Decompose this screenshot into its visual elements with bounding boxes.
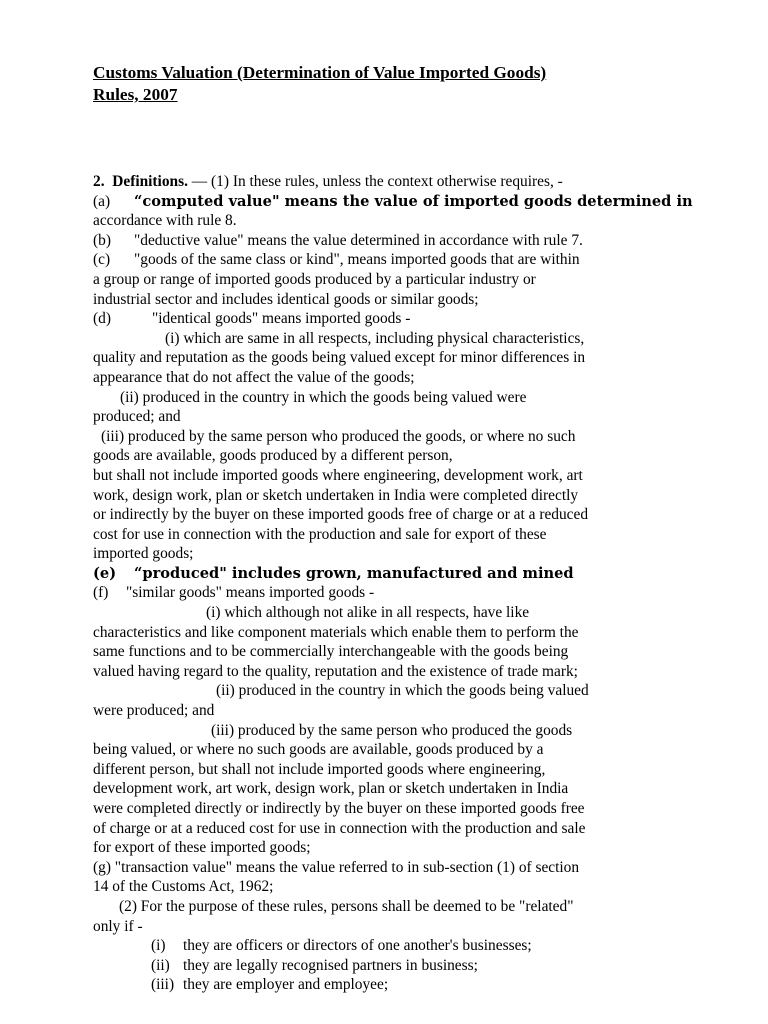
definition-b [93, 231, 693, 251]
definition-f-item-iii-continued-1: being valued, or where no such goods are available, goods produced by a [93, 741, 544, 759]
definition-g-continued: 14 of the Customs Act, 1962; [93, 878, 274, 896]
definition-text: "deductive value" means the value determined in accordance with rule 7. [134, 231, 583, 249]
definition-f-item-i-continued-3: valued having regard to the quality, reputation and the existence of trade mark; [93, 662, 578, 680]
definition-d-item-ii-continued: produced; and [93, 408, 181, 426]
definition-text: "goods of the same class or kind", means imported goods that are within [134, 251, 580, 269]
definition-text: “produced" includes grown, manufactured and mined [134, 564, 574, 582]
document-title [93, 62, 693, 106]
definition-d-exclusion-2: work, design work, plan or sketch undertaken in India were completed directly [93, 486, 579, 504]
definition-d-exclusion-5: imported goods; [93, 545, 194, 563]
related-item-ii [93, 956, 693, 976]
definition-g: (g) "transaction value" means the value referred to in sub-section (1) of section [93, 858, 580, 876]
related-item-label: (ii) [151, 956, 170, 974]
title-line-1: Customs Valuation (Determination of Value Imported Goods) [93, 63, 547, 82]
definition-d-item-iii: (iii) produced by the same person who produced the goods, or where no such [101, 427, 576, 445]
definition-f-item-iii-continued-4: were completed directly or indirectly by the buyer on these imported goods free [93, 800, 585, 817]
definition-f-item-ii-continued: were produced; and [93, 702, 215, 720]
definition-d-item-i: (i) which are same in all respects, including physical characteristics, [165, 329, 585, 347]
definition-f-item-i-continued-2: same functions and to be commercially interchangeable with the goods being [93, 643, 569, 661]
section-number: 2. [93, 173, 105, 190]
definition-label: (f) [93, 584, 109, 602]
definition-text: "similar goods" means imported goods - [126, 584, 375, 602]
related-item-text: they are employer and employee; [183, 976, 389, 994]
related-item-iii [93, 975, 693, 995]
section-heading [93, 172, 693, 192]
subsection-2: (2) For the purpose of these rules, persons shall be deemed to be "related" [119, 897, 574, 915]
definition-a-continued: accordance with rule 8. [93, 212, 237, 230]
definition-label: (c) [93, 251, 111, 269]
definition-f-item-ii: (ii) produced in the country in which the goods being valued [216, 682, 589, 700]
definition-f-item-i-continued-1: characteristics and like component materials which enable them to perform the [93, 623, 579, 641]
document-page [93, 62, 693, 995]
definition-d-item-iii-continued: goods are available, goods produced by a different person, [93, 447, 453, 465]
definition-f-item-iii-continued-2: different person, but shall not include imported goods where engineering, [93, 760, 546, 778]
definition-d-exclusion-1: but shall not include imported goods where engineering, development work, art [93, 466, 583, 484]
definition-c-continued-2: industrial sector and includes identical goods or similar goods; [93, 290, 479, 308]
title-line-2: Rules, 2007 [93, 85, 178, 104]
definition-f-item-i: (i) which although not alike in all respects, have like [206, 604, 530, 622]
subsection-2-continued: only if - [93, 917, 143, 935]
definition-d-exclusion-4: cost for use in connection with the production and sale for export of these [93, 525, 547, 543]
definition-c-continued-1: a group or range of imported goods produced by a particular industry or [93, 270, 536, 288]
definition-f-item-iii: (iii) produced by the same person who produced the goods [211, 721, 573, 739]
definition-c [93, 250, 693, 270]
definition-d-item-i-continued-2: appearance that do not affect the value of the goods; [93, 368, 415, 386]
definition-d-item-ii: (ii) produced in the country in which the goods being valued were [120, 388, 527, 406]
definition-f [93, 583, 693, 603]
related-item-label: (iii) [151, 976, 175, 994]
related-item-i [93, 936, 693, 956]
definition-label: (d) [93, 310, 111, 328]
definition-f-item-iii-continued-3: development work, art work, design work, plan or sketch undertaken in India [93, 780, 569, 798]
definition-f-item-iii-continued-5: of charge or at a reduced cost for use in connection with the production and sale [93, 819, 586, 837]
definition-label: (a) [93, 192, 111, 210]
section-intro: — (1) In these rules, unless the context otherwise requires, - [187, 173, 563, 190]
definition-d [93, 309, 693, 329]
related-item-text: they are legally recognised partners in business; [183, 956, 478, 974]
definition-f-item-iii-continued-6: for export of these imported goods; [93, 839, 311, 857]
definition-e [93, 564, 693, 584]
definition-label: (b) [93, 231, 111, 249]
section-heading-text: Definitions. [112, 173, 188, 190]
related-item-text: they are officers or directors of one another's businesses; [183, 937, 532, 955]
definition-d-item-i-continued-1: quality and reputation as the goods being valued except for minor differences in [93, 349, 586, 367]
related-item-label: (i) [151, 937, 166, 955]
definition-label: (e) [93, 564, 117, 582]
definition-text: “computed value" means the value of imported goods determined in [134, 192, 693, 210]
definition-text: "identical goods" means imported goods - [152, 310, 411, 328]
definition-a [93, 192, 693, 212]
definition-d-exclusion-3: or indirectly by the buyer on these imported goods free of charge or at a reduced [93, 506, 589, 524]
